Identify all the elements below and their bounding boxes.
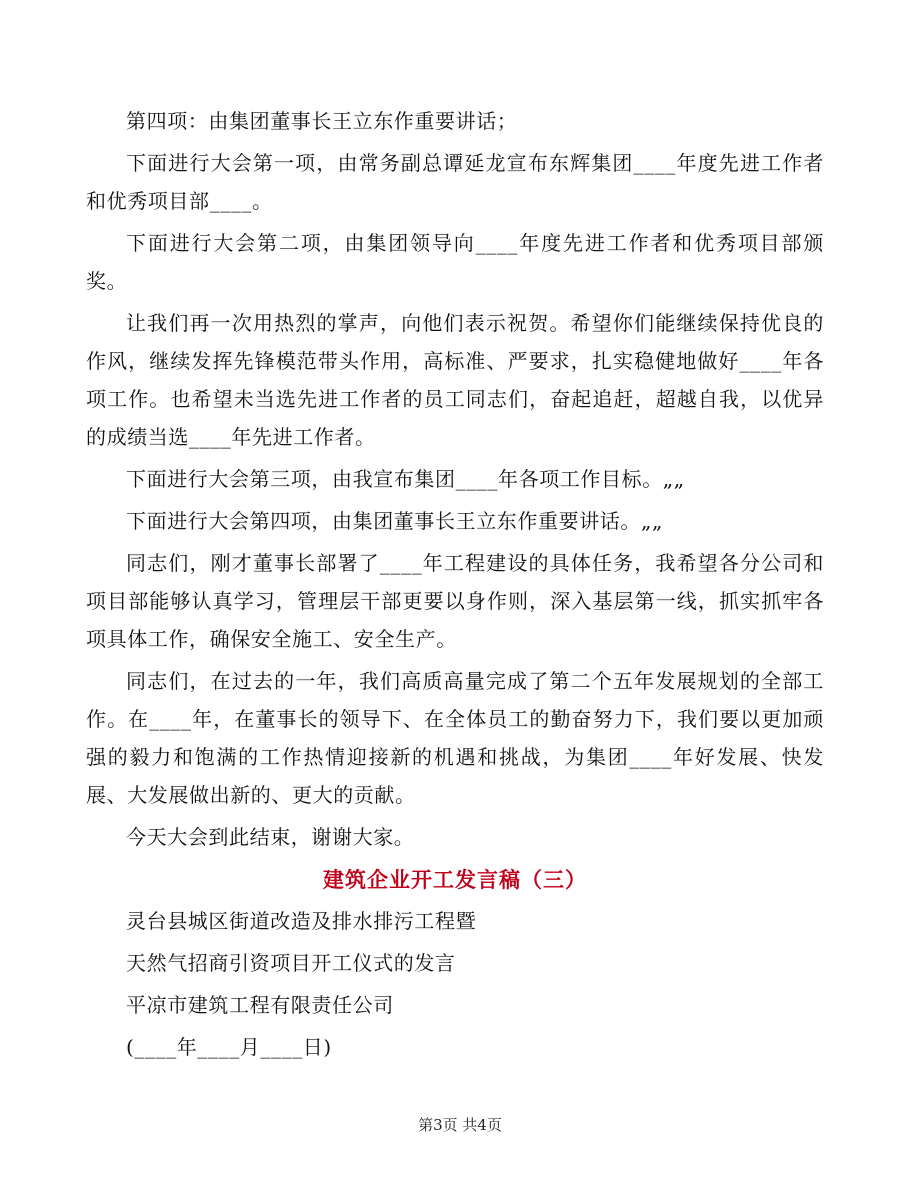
section-line-1: 灵台县城区街道改造及排水排污工程暨 (126, 909, 477, 933)
paragraph-1: 第四项：由集团董事长王立东作重要讲话； (126, 109, 518, 133)
section-line-4: (____年____月____日) (126, 1035, 332, 1059)
section-line-3: 平凉市建筑工程有限责任公司 (126, 993, 394, 1017)
paragraph-8: 同志们，在过去的一年，我们高质高量完成了第二个五年发展规划的全部工作。在____年，在董事长的领导下、在全体员工的勤奋努力下，我们要以更加顽强的毅力和饱满的工作热情迎接新的机遇和挑战，为集团____年好发展、快发展、大发展做出新的、更大的贡献。 (86, 669, 824, 807)
section-heading: 建筑企业开工发言稿（三） (323, 868, 587, 892)
paragraph-9: 今天大会到此结束，谢谢大家。 (126, 825, 415, 849)
document-body (86, 102, 824, 1070)
page-footer: 第3页 共4页 (418, 1116, 502, 1134)
paragraph-6: 下面进行大会第四项，由集团董事长王立东作重要讲话。„„ (126, 509, 663, 533)
paragraph-2: 下面进行大会第一项，由常务副总谭延龙宣布东辉集团____年度先进工作者和优秀项目部____。 (86, 151, 824, 213)
paragraph-5: 下面进行大会第三项，由我宣布集团____年各项工作目标。„„ (126, 467, 685, 491)
paragraph-4: 让我们再一次用热烈的掌声，向他们表示祝贺。希望你们能继续保持优良的作风，继续发挥先锋模范带头作用，高标准、严要求，扎实稳健地做好____年各项工作。也希望未当选先进工作者的员工同志们，奋起追赶，超越自我，以优异的成绩当选____年先进工作者。 (86, 311, 824, 449)
paragraph-7: 同志们，刚才董事长部署了____年工程建设的具体任务，我希望各分公司和项目部能够认真学习，管理层干部更要以身作则，深入基层第一线，抓实抓牢各项具体工作，确保安全施工、安全生产。 (86, 551, 824, 651)
paragraph-3: 下面进行大会第二项，由集团领导向____年度先进工作者和优秀项目部颁奖。 (86, 231, 824, 293)
section-line-2: 天然气招商引资项目开工仪式的发言 (126, 951, 456, 975)
